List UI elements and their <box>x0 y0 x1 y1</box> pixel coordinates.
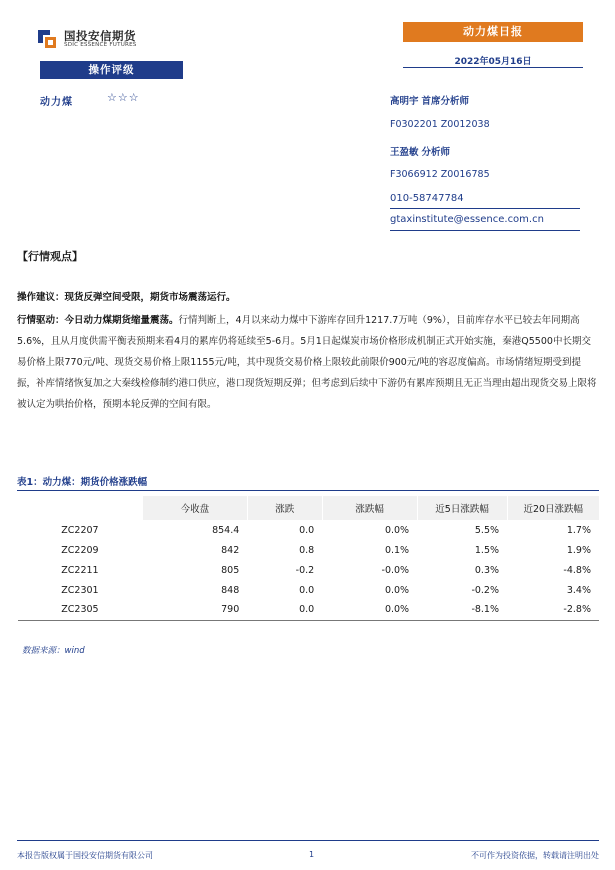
header-contract <box>18 496 143 520</box>
analyst-1 <box>390 93 469 107</box>
cell-20d-change: 3.4% <box>566 584 591 596</box>
table-row <box>18 560 600 580</box>
table-row <box>18 600 600 620</box>
cell-contract: ZC2305 <box>18 600 143 620</box>
footer-copyright: 本报告版权属于国投安信期货有限公司 <box>17 851 153 860</box>
header-change-pct: 涨跌幅 <box>322 496 417 520</box>
analyst-2-name: 王盈敏 <box>390 147 419 158</box>
header-close: 今收盘 <box>142 496 247 520</box>
data-source-note: 数据来源：wind <box>22 646 85 656</box>
header-5d-change: 近5日涨跌幅 <box>417 496 507 520</box>
header-20d-change: 近20日涨跌幅 <box>507 496 599 520</box>
cell-contract: ZC2301 <box>61 584 99 596</box>
cell-change-pct: 0.0% <box>322 600 417 620</box>
table-row <box>18 520 600 540</box>
cell-5d-change: 0.3% <box>474 564 500 576</box>
cell-change-pct: 0.0% <box>384 524 410 536</box>
cell-change-pct: 0.1% <box>384 544 410 556</box>
advice-paragraph <box>17 287 599 308</box>
cell-close: 805 <box>221 564 240 576</box>
contact-phone: 010-58747784 <box>390 193 464 204</box>
analyst-1-ids: F0302201 Z0012038 <box>390 119 490 130</box>
section-heading: 【行情观点】 <box>17 250 83 263</box>
footer-disclaimer: 不可作为投资依据，转载请注明出处 <box>471 851 599 860</box>
analyst-2-ids: F3066912 Z0016785 <box>390 169 490 180</box>
contact-email[interactable]: gtaxinstitute@essence.com.cn <box>390 214 544 225</box>
advice-label: 操作建议： <box>17 292 65 303</box>
cell-20d-change: 1.7% <box>566 524 591 536</box>
rating-label-bar: 操作评级 <box>40 61 183 79</box>
analyst-2-title: 分析师 <box>421 147 451 158</box>
report-date: 2022年05月16日 <box>454 57 532 67</box>
advice-text: 现货反弹空间受限，期货市场震荡运行。 <box>64 292 236 303</box>
company-logo-mark-icon <box>36 28 58 50</box>
logo-cn-text: 国投安信期货 <box>64 29 136 43</box>
table-header-row <box>18 496 600 520</box>
date-divider <box>403 67 583 68</box>
footer-page-number: 1 <box>309 850 315 859</box>
driver-label: 行情驱动： <box>17 315 65 326</box>
driver-lead: 今日动力煤期货缩量震荡。 <box>64 315 179 326</box>
cell-change-pct: 0.0% <box>384 584 410 596</box>
futures-price-table <box>17 496 599 621</box>
cell-5d-change: 1.5% <box>474 544 500 556</box>
cell-close: 842 <box>221 544 240 556</box>
cell-contract: ZC2207 <box>61 524 99 536</box>
table-title-divider <box>17 490 599 491</box>
cell-20d-change: 1.9% <box>566 544 591 556</box>
driver-paragraph <box>17 310 599 415</box>
cell-change-pct: -0.0% <box>381 564 410 576</box>
cell-change: -0.2 <box>295 564 315 576</box>
cell-contract: ZC2211 <box>61 564 99 576</box>
header-change: 涨跌 <box>247 496 322 520</box>
company-logo <box>36 28 156 54</box>
driver-text: 行情判断上，4月以来动力煤中下游库存回升1217.7万吨（9%），目前库存水平已较去年同期高5.6%，且从月度供需平衡表预期来看4月的累库仍将延续至5-6月。5月1日起煤炭市场价格形成机制正式开始实施，秦港Q5500中长期交易价格上限770元/吨、现货交易价格上限1155元/吨，其中现货交易价格上限较此前限价900元/吨的容忍度偏高。市场情绪短期受到提振，补库情绪恢复加之大秦线检修制约港口供应，港口现货短期反弹；但考虑到后续中下游仍有累库预期且无正当理由超出现货交易上限将被认定为哄抬价格，预期本轮反弹的空间有限。 <box>17 315 597 410</box>
analyst-1-title: 首席分析师 <box>421 96 470 107</box>
cell-change: 0.8 <box>299 544 315 556</box>
table-title: 表1：动力煤：期货价格涨跌幅 <box>17 477 148 488</box>
analyst-2 <box>390 144 450 158</box>
footer-divider <box>17 840 599 841</box>
rating-stars-icon: ☆☆☆ <box>107 91 140 104</box>
contact-divider-1 <box>390 208 580 209</box>
cell-5d-change: -0.2% <box>471 584 500 596</box>
cell-change: 0.0 <box>299 524 315 536</box>
cell-close: 854.4 <box>212 524 240 536</box>
table-row <box>18 540 600 560</box>
cell-contract: ZC2209 <box>61 544 99 556</box>
cell-close: 790 <box>142 600 247 620</box>
cell-change: 0.0 <box>247 600 322 620</box>
cell-close: 848 <box>221 584 240 596</box>
cell-change: 0.0 <box>299 584 315 596</box>
cell-20d-change: -4.8% <box>563 564 591 576</box>
report-type-badge: 动力煤日报 <box>403 22 583 42</box>
table-row <box>18 580 600 600</box>
contact-divider-2 <box>390 230 580 231</box>
cell-5d-change: -8.1% <box>417 600 507 620</box>
logo-en-text: SDIC ESSENCE FUTURES <box>64 42 137 48</box>
analyst-1-name: 高明宇 <box>390 96 419 107</box>
cell-5d-change: 5.5% <box>474 524 500 536</box>
rating-commodity: 动力煤 <box>40 97 73 108</box>
cell-20d-change: -2.8% <box>507 600 599 620</box>
